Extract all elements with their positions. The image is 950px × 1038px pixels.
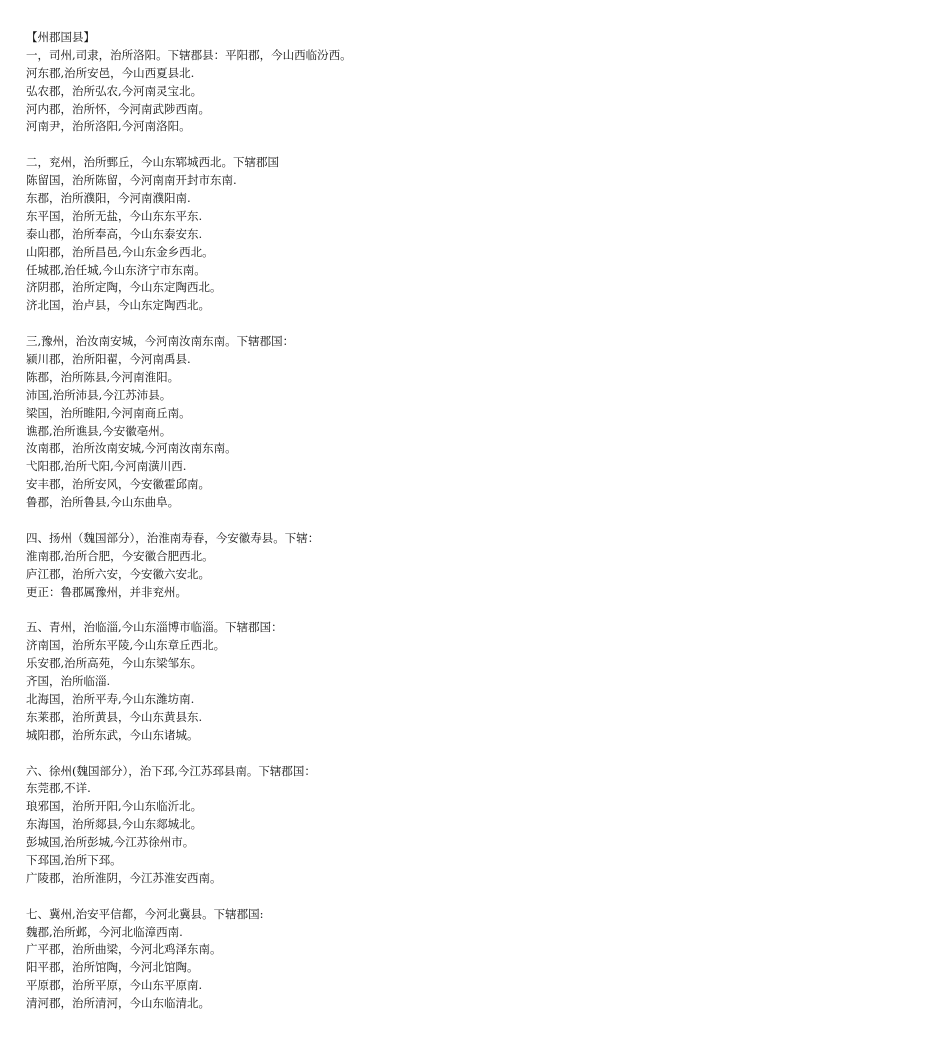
document-sections [26, 47, 926, 1013]
section-line: 弘农郡，治所弘农,今河南灵宝北。 [26, 83, 203, 98]
section-line: 济阴郡，治所定陶，今山东定陶西北。 [26, 280, 222, 295]
section-4 [26, 530, 926, 602]
section-line: 琅邪国，治所开阳,今山东临沂北。 [26, 799, 203, 814]
section-line: 城阳郡，治所东武，今山东诸城。 [26, 727, 199, 742]
section-line: 阳平郡，治所馆陶，今河北馆陶。 [26, 960, 199, 975]
section-heading-line: 五、青州，治临淄,今山东淄博市临淄。下辖郡国： [26, 620, 283, 635]
section-1 [26, 47, 926, 136]
section-line: 广陵郡，治所淮阴，今江苏淮安西南。 [26, 870, 222, 885]
section-6 [26, 763, 926, 888]
section-spacer [26, 745, 926, 763]
document-body [26, 29, 926, 1013]
section-heading-line: 四、扬州（魏国部分），治淮南寿春，今安徽寿县。下辖： [26, 530, 320, 545]
section-line: 济南国，治所东平陵,今山东章丘西北。 [26, 638, 226, 653]
section-line: 东郡，治所濮阳，今河南濮阳南. [26, 191, 191, 206]
section-heading-line: 一，司州,司隶，治所洛阳。下辖郡县：平阳郡，今山西临汾西。 [26, 47, 352, 62]
section-line: 清河郡，治所清河，今山东临清北。 [26, 996, 210, 1011]
section-line: 下邳国,治所下邳。 [26, 852, 122, 867]
section-line: 东平国，治所无盐，今山东东平东. [26, 208, 203, 223]
section-line: 梁国，治所睢阳,今河南商丘南。 [26, 405, 191, 420]
section-line: 陈留国，治所陈留，今河南南开封市东南. [26, 173, 237, 188]
section-line: 东海国，治所郯县,今山东郯城北。 [26, 817, 203, 832]
section-line: 北海国，治所平寿,今山东潍坊南. [26, 691, 195, 706]
section-line: 汝南郡，治所汝南安城,今河南汝南东南。 [26, 441, 237, 456]
section-line: 淮南郡,治所合肥，今安徽合肥西北。 [26, 548, 214, 563]
section-line: 彭城国,治所彭城,今江苏徐州市。 [26, 835, 195, 850]
section-line: 东莱郡，治所黄县，今山东黄县东. [26, 709, 203, 724]
section-heading-line: 七、冀州,治安平信都，今河北冀县。下辖郡国: [26, 906, 264, 921]
section-5 [26, 619, 926, 744]
section-line: 鲁郡，治所鲁县,今山东曲阜。 [26, 495, 180, 510]
section-line: 庐江郡，治所六安，今安徽六安北。 [26, 566, 210, 581]
section-line: 河内郡，治所怀，今河南武陟西南。 [26, 101, 210, 116]
section-spacer [26, 315, 926, 333]
section-heading-line: 三,豫州，治汝南安城，今河南汝南东南。下辖郡国： [26, 334, 295, 349]
section-line: 安丰郡，治所安风，今安徽霍邱南。 [26, 477, 210, 492]
section-line: 谯郡,治所谯县,今安徽亳州。 [26, 423, 172, 438]
section-spacer [26, 602, 926, 620]
section-line: 颍川郡，治所阳翟，今河南禹县. [26, 352, 191, 367]
section-line: 泰山郡，治所奉高，今山东泰安东. [26, 226, 203, 241]
section-line: 更正：鲁郡属豫州，并非兖州。 [26, 584, 187, 599]
section-3 [26, 333, 926, 512]
section-heading-line: 六、徐州(魏国部分），治下邳,今江苏邳县南。下辖郡国： [26, 763, 316, 778]
section-spacer [26, 136, 926, 154]
section-line: 平原郡，治所平原，今山东平原南. [26, 978, 203, 993]
section-line: 济北国，治卢县，今山东定陶西北。 [26, 298, 210, 313]
section-7 [26, 906, 926, 1013]
section-line: 山阳郡，治所昌邑,今山东金乡西北。 [26, 244, 214, 259]
section-line: 沛国,治所沛县,今江苏沛县。 [26, 387, 172, 402]
section-line: 任城郡,治任城,今山东济宁市东南。 [26, 262, 206, 277]
section-line: 魏郡,治所邺，今河北临漳西南. [26, 924, 183, 939]
section-line: 弋阳郡,治所弋阳,今河南潢川西. [26, 459, 187, 474]
section-line: 陈郡，治所陈县,今河南淮阳。 [26, 369, 180, 384]
section-line: 东莞郡,不详. [26, 781, 91, 796]
section-line: 齐国，治所临淄. [26, 674, 111, 689]
section-spacer [26, 888, 926, 906]
section-line: 河东郡,治所安邑，今山西夏县北. [26, 65, 195, 80]
section-line: 乐安郡,治所高苑，今山东梁邹东。 [26, 656, 203, 671]
section-heading-line: 二，兖州，治所鄄丘，今山东郓城西北。下辖郡国 [26, 155, 279, 170]
section-spacer [26, 512, 926, 530]
document-heading: 【州郡国县】 [26, 30, 95, 44]
section-line: 广平郡，治所曲梁，今河北鸡泽东南。 [26, 942, 222, 957]
section-2 [26, 154, 926, 315]
section-line: 河南尹，治所洛阳,今河南洛阳。 [26, 119, 191, 134]
